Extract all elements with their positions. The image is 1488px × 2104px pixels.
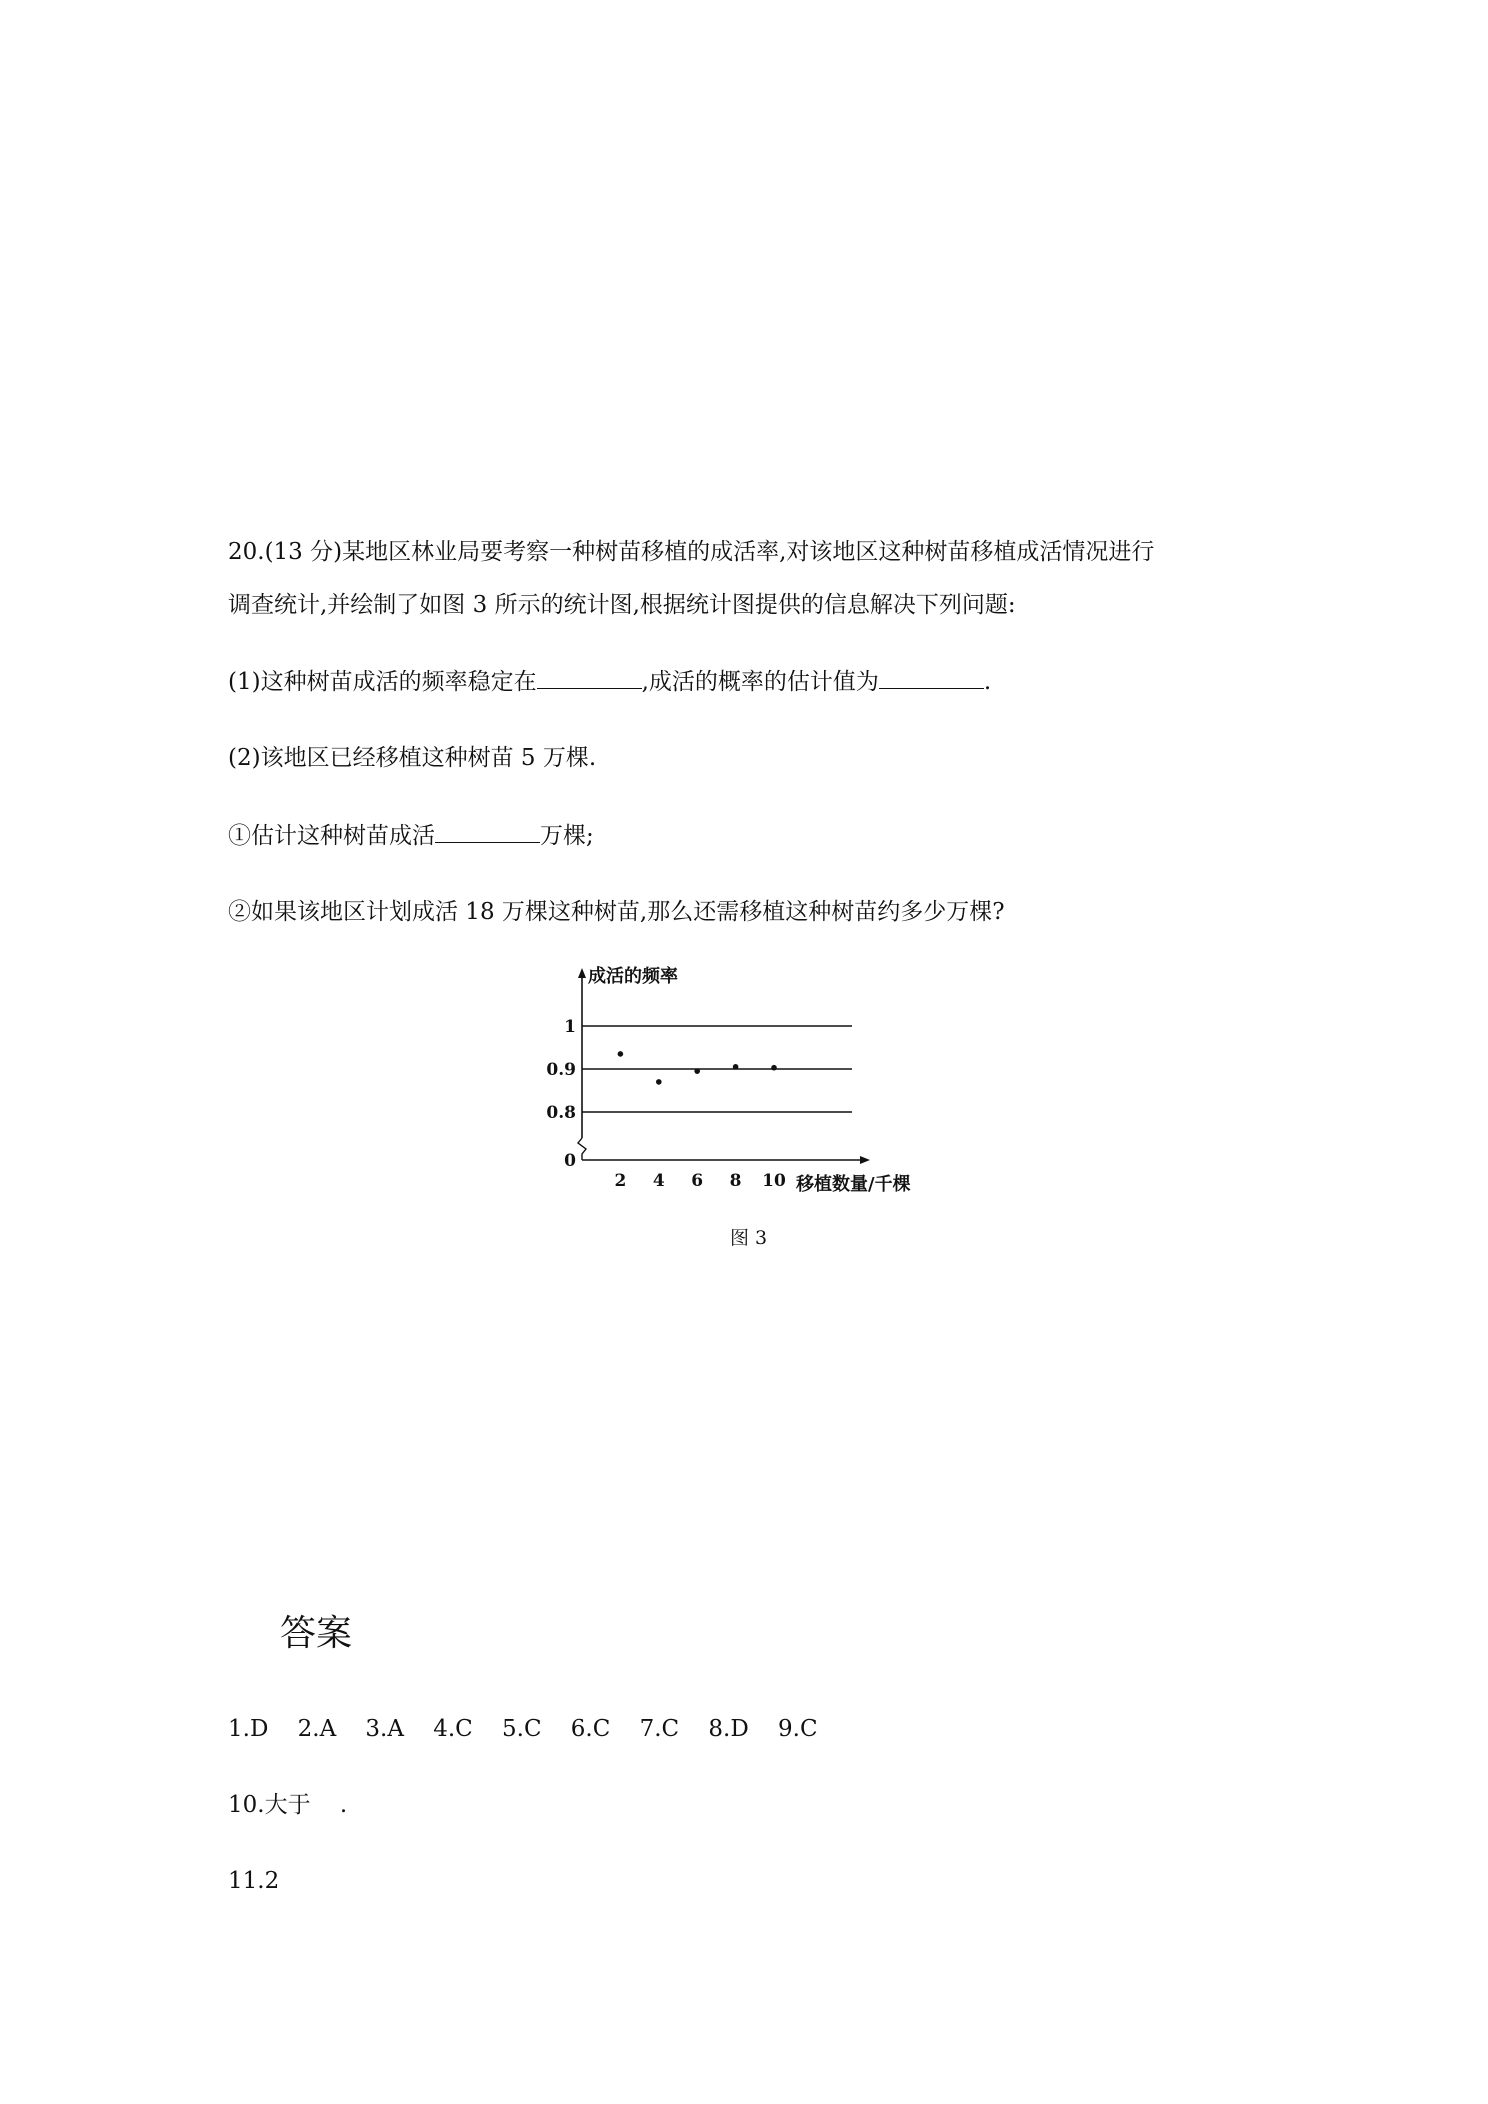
part1-text-a: (1)这种树苗成活的频率稳定在 <box>228 669 537 695</box>
y-tick-label: 0.9 <box>546 1060 576 1080</box>
sub1-text-b: 万棵; <box>540 823 594 849</box>
part1-text-b: ,成活的概率的估计值为 <box>641 669 879 695</box>
part1-text-c: . <box>983 669 992 695</box>
data-point <box>656 1079 662 1085</box>
frequency-scatter-chart <box>532 960 972 1210</box>
x-axis-label: 移植数量/千棵 <box>796 1174 911 1195</box>
y-axis-break <box>578 1138 586 1160</box>
y-axis-label: 成活的频率 <box>588 966 678 987</box>
sub1-text-a: ①估计这种树苗成活 <box>228 823 435 849</box>
data-point <box>733 1064 739 1070</box>
data-point <box>618 1051 624 1057</box>
answers-line2: 10.大于 . <box>228 1792 348 1818</box>
y-tick-label: 1 <box>564 1017 576 1037</box>
chart-layer <box>546 965 910 1195</box>
answers-line3: 11.2 <box>228 1868 280 1894</box>
y-tick-label: 0.8 <box>546 1103 576 1123</box>
x-tick-label: 10 <box>762 1171 786 1191</box>
question-part1 <box>228 666 991 697</box>
origin-label: 0 <box>564 1151 576 1171</box>
data-point <box>694 1068 700 1074</box>
answer-blank-1 <box>537 666 642 689</box>
answer-blank-3 <box>435 820 540 843</box>
question-sub2: ②如果该地区计划成活 18 万棵这种树苗,那么还需移植这种树苗约多少万棵? <box>228 899 1005 925</box>
x-tick-label: 6 <box>691 1171 704 1191</box>
x-tick-label: 2 <box>614 1171 627 1191</box>
answer-blank-2 <box>879 666 984 689</box>
figure-caption: 图 3 <box>730 1227 768 1249</box>
x-axis-arrow <box>860 1156 870 1164</box>
answers-title: 答案 <box>280 1613 353 1654</box>
y-axis-arrow <box>578 968 586 978</box>
answers-line1: 1.D 2.A 3.A 4.C 5.C 6.C 7.C 8.D 9.C <box>228 1716 818 1742</box>
data-point <box>771 1065 777 1071</box>
question-intro-line2: 调查统计,并绘制了如图 3 所示的统计图,根据统计图提供的信息解决下列问题: <box>228 592 1016 618</box>
x-tick-label: 4 <box>652 1171 665 1191</box>
question-sub1 <box>228 820 594 851</box>
question-part2: (2)该地区已经移植这种树苗 5 万棵. <box>228 745 597 771</box>
question-intro-line1: 20.(13 分)某地区林业局要考察一种树苗移植的成活率,对该地区这种树苗移植成活情况进行 <box>228 539 1155 565</box>
x-tick-label: 8 <box>729 1171 742 1191</box>
